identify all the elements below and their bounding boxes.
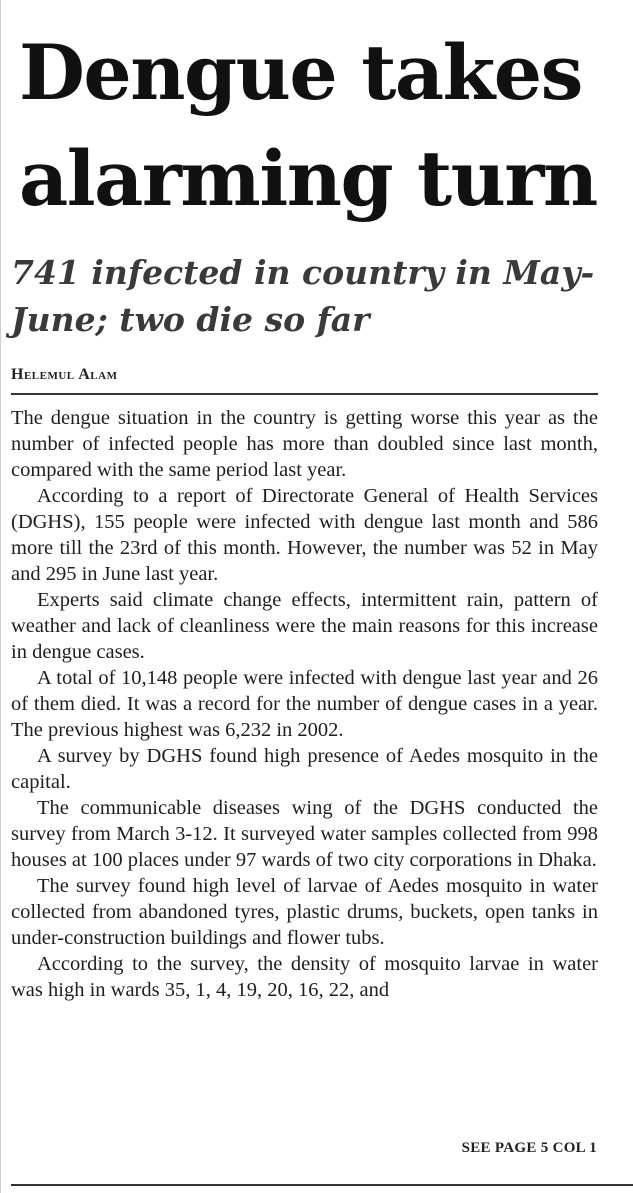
paragraph: The survey found high level of larvae of Aedes mosquito in water collected from abandoned tyres, plastic drums, buckets, open tanks in under-construction buildings and flower tubs. — [11, 875, 598, 949]
paragraph: According to the survey, the density of mosquito larvae in water was high in wards 35, 1, 4, 19, 20, 16, 22, and — [11, 953, 598, 1001]
bottom-divider — [11, 1184, 633, 1186]
top-divider — [11, 393, 598, 395]
paragraph: A survey by DGHS found high presence of Aedes mosquito in the capital. — [11, 745, 598, 793]
paragraph: The communicable diseases wing of the DGHS conducted the survey from March 3-12. It surveyed water samples collected from 998 houses at 100 places under 97 wards of two city corporations in Dhaka. — [11, 797, 598, 871]
paragraph: The dengue situation in the country is getting worse this year as the number of infected people has more than doubled since last month, compared with the same period last year. — [11, 407, 598, 481]
headline: Dengue takes alarming turn — [19, 28, 597, 223]
paragraph: Experts said climate change effects, intermittent rain, pattern of weather and lack of cleanliness were the main reasons for this increase in dengue cases. — [11, 589, 598, 663]
subheadline: 741 infected in country in May-June; two die so far — [11, 253, 595, 339]
paragraph: A total of 10,148 people were infected with dengue last year and 26 of them died. It was a record for the number of dengue cases in a year. The previous highest was 6,232 in 2002. — [11, 667, 598, 741]
byline: Helemul Alam — [11, 366, 118, 383]
article-body — [11, 405, 598, 1003]
paragraph: According to a report of Directorate General of Health Services (DGHS), 155 people were infected with dengue last month and 586 more till the 23rd of this month. However, the number was 52 in May and 295 in June last year. — [11, 485, 598, 585]
continuation-note: SEE PAGE 5 COL 1 — [461, 1140, 597, 1156]
